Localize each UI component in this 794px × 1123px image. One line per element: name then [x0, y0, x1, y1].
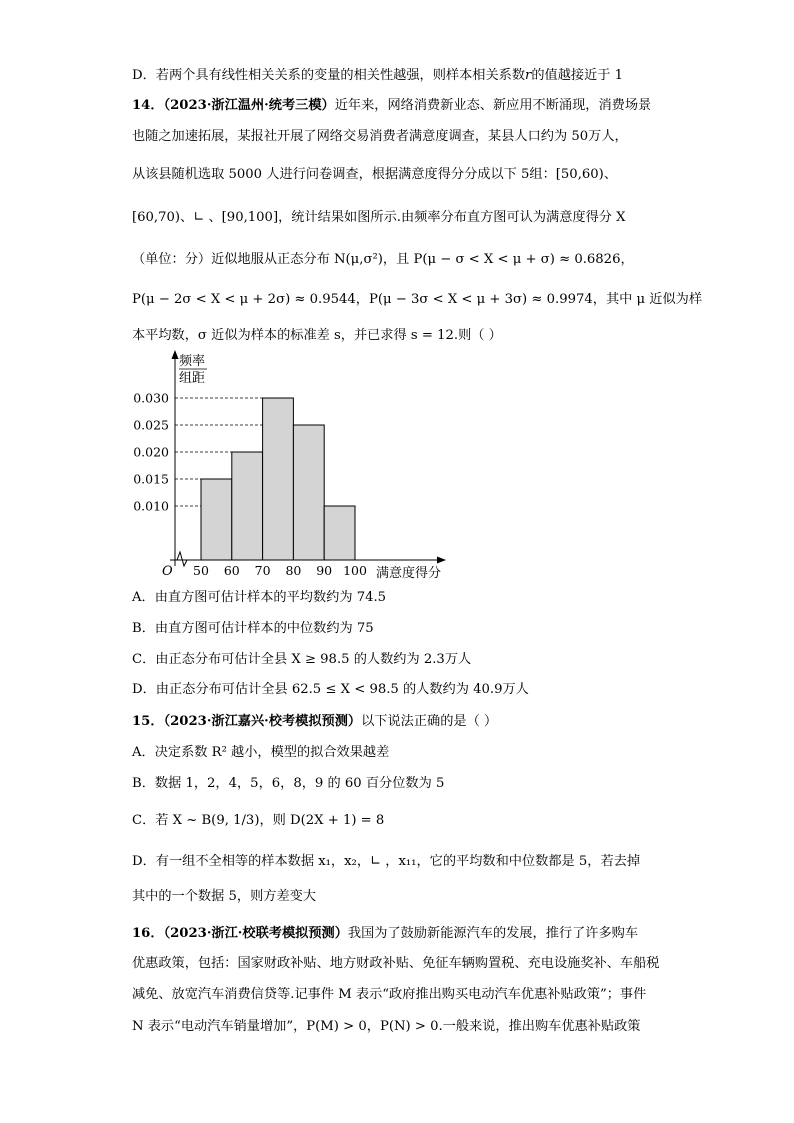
y-axis-label-top: 频率 — [179, 354, 206, 369]
x-tick-label: 90 — [316, 563, 333, 578]
q14-source: （2023·浙江温州·统考三模） — [163, 98, 335, 113]
q14-stem-line7: 本平均数，σ 近似为样本的标准差 s，并已求得 s = 12.则（ ） — [132, 328, 502, 343]
x-tick-label: 60 — [223, 563, 240, 578]
q15-option-c: C．若 X ~ B(9, 1/3)，则 D(2X + 1) = 8 — [132, 813, 385, 828]
q16-stem-line2: 优惠政策，包括：国家财政补贴、地方财政补贴、免征车辆购置税、充电设施奖补、车船税 — [132, 956, 660, 971]
q15-option-d: D．有一组不全相等的样本数据 x₁，x₂，∟ ，x₁₁，它的平均数和中位数都是 5，若去掉 — [132, 854, 641, 869]
q13-option-d — [132, 67, 623, 85]
x-axis-arrow — [437, 557, 446, 564]
q14-stem-line1 — [132, 97, 651, 115]
q14-stem-line5: （单位：分）近似地服从正态分布 N(μ,σ²)，且 P(μ − σ < X < μ + σ) ≈ 0.6826， — [132, 252, 634, 267]
q16-source: （2023·浙江·校联考模拟预测） — [163, 926, 348, 941]
q16-stem-text1: 我国为了鼓励新能源汽车的发展，推行了许多购车 — [347, 926, 639, 941]
q16-number: 16． — [132, 926, 164, 941]
q14-option-b: B．由直方图可估计样本的中位数约为 75 — [132, 621, 374, 636]
q14-stem-text1: 近年来，网络消费新业态、新应用不断涌现，消费场景 — [334, 98, 652, 113]
q15-option-b: B．数据 1，2，4，5，6，8，9 的 60 百分位数为 5 — [132, 776, 445, 791]
histogram-bar — [201, 479, 232, 560]
q15-source: （2023·浙江嘉兴·校考模拟预测） — [163, 714, 362, 729]
histogram-bar — [232, 452, 263, 560]
y-tick-label: 0.015 — [133, 471, 169, 487]
axis-break-mark — [177, 552, 187, 566]
origin-label: O — [162, 564, 173, 579]
y-tick-label: 0.030 — [133, 390, 169, 406]
q14-option-a: A．由直方图可估计样本的平均数约为 74.5 — [132, 590, 387, 605]
histogram-chart — [133, 348, 470, 583]
histogram-bar — [324, 506, 355, 560]
q15-option-a: A．决定系数 R² 越小，模型的拟合效果越差 — [132, 745, 390, 760]
histogram-bar — [263, 398, 294, 560]
q16-stem-line3: 减免、放宽汽车消费信贷等.记事件 M 表示“政府推出购买电动汽车优惠补贴政策”；事件 — [132, 987, 647, 1002]
histogram-bar — [293, 425, 324, 560]
q13-option-d-var: r — [525, 68, 532, 83]
q16-stem-line1 — [132, 925, 638, 943]
q15-number: 15． — [132, 714, 164, 729]
y-tick-label: 0.025 — [133, 417, 169, 433]
q15-stem — [132, 713, 497, 731]
q14-number: 14． — [132, 98, 164, 113]
x-tick-label: 80 — [285, 563, 302, 578]
q13-option-d-prefix: D．若两个具有线性相关关系的变量的相关性越强，则样本相关系数 — [132, 68, 526, 83]
q13-option-d-suffix: 的值越接近于 1 — [531, 68, 624, 83]
bars — [201, 398, 355, 560]
y-tick-label: 0.020 — [133, 444, 169, 460]
q14-stem-line2: 也随之加速拓展，某报社开展了网络交易消费者满意度调查，某县人口约为 50万人， — [132, 129, 628, 144]
q16-stem-line4: N 表示“电动汽车销量增加”，P(M) > 0，P(N) > 0.一般来说，推出购车优惠补贴政策 — [132, 1019, 641, 1034]
q14-option-c: C．由正态分布可估计全县 X ≥ 98.5 的人数约为 2.3万人 — [132, 652, 472, 667]
y-axis-label-bottom: 组距 — [179, 371, 206, 386]
q15-stem-text: 以下说法正确的是（ ） — [361, 714, 498, 729]
x-axis-title: 满意度得分 — [376, 566, 442, 581]
x-tick-label: 70 — [254, 563, 271, 578]
q14-stem-line4: [60,70)、∟ 、[90,100]，统计结果如图所示.由频率分布直方图可认为满意度得分 X — [132, 210, 626, 225]
q14-stem-line6: P(μ − 2σ < X < μ + 2σ) ≈ 0.9544，P(μ − 3σ < X < μ + 3σ) ≈ 0.9974，其中 μ 近似为样 — [132, 292, 703, 307]
x-tick-label: 100 — [343, 563, 367, 578]
y-axis-arrow — [172, 350, 179, 359]
q14-option-d: D．由正态分布可估计全县 62.5 ≤ X < 98.5 的人数约为 40.9万人 — [132, 682, 529, 697]
q14-stem-line3: 从该县随机选取 5000 人进行问卷调查，根据满意度得分分成以下 5组：[50,60)、 — [132, 167, 618, 182]
y-tick-label: 0.010 — [133, 498, 169, 514]
q15-option-d-cont: 其中的一个数据 5，则方差变大 — [132, 889, 317, 904]
x-tick-label: 50 — [193, 563, 209, 578]
